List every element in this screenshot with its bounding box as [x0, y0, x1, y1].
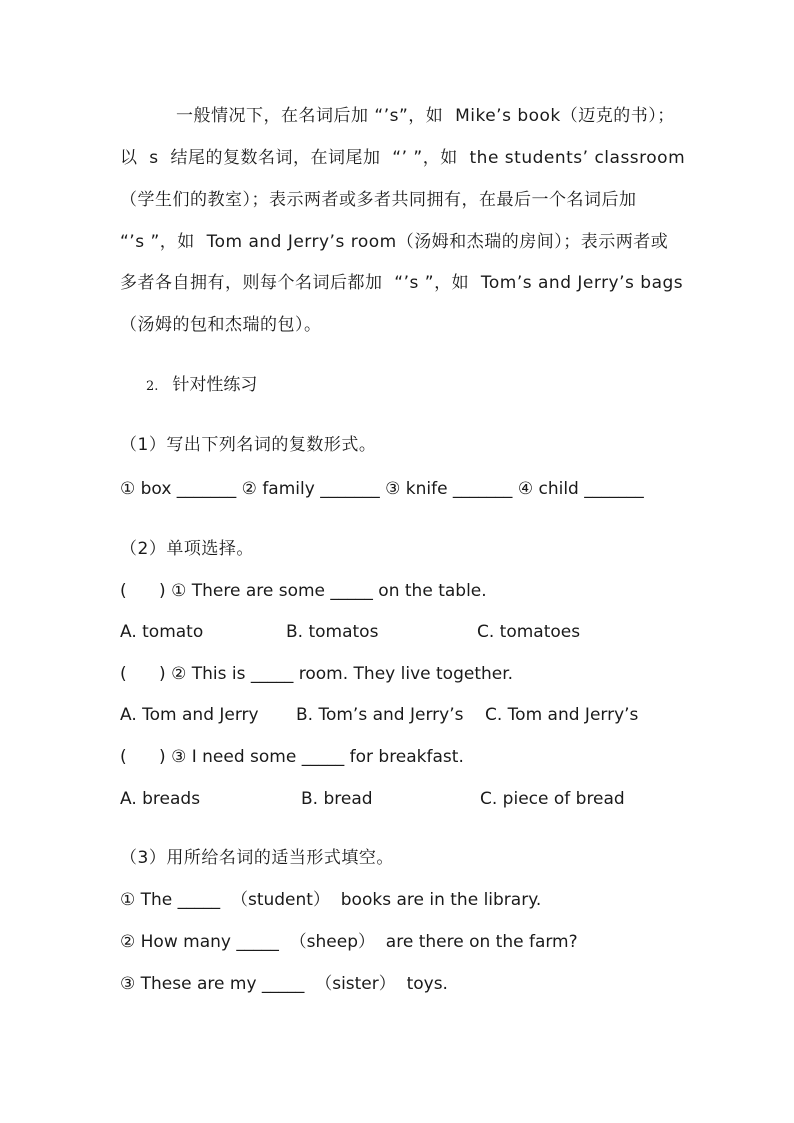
question-3-stem: ( ) ③ I need some _____ for breakfast. [120, 747, 464, 767]
intro-line-3: （学生们的教室）；表示两者或多者共同拥有，在最后一个名词后加 [120, 190, 637, 210]
question-2-option-a: A. Tom and Jerry [120, 705, 259, 725]
intro-line-4: “’s ”，如 Tom and Jerry’s room（汤姆和杰瑞的房间）；表示两者或 [120, 232, 669, 252]
question-1-option-b: B. tomatos [286, 622, 379, 642]
question-3-option-c: C. piece of bread [480, 789, 625, 809]
question-1-stem: ( ) ① There are some _____ on the table. [120, 581, 487, 601]
question-2-option-c: C. Tom and Jerry’s [485, 705, 639, 725]
intro-line-6: （汤姆的包和杰瑞的包）。 [120, 315, 322, 335]
question-2-option-b: B. Tom’s and Jerry’s [296, 705, 464, 725]
question-1-option-a: A. tomato [120, 622, 204, 642]
part1-heading: （1）写出下列名词的复数形式。 [120, 435, 377, 455]
question-3-option-a: A. breads [120, 789, 201, 809]
intro-line-5: 多者各自拥有，则每个名词后都加 “’s ”，如 Tom’s and Jerry’s bags [120, 273, 684, 293]
section-heading [146, 375, 257, 397]
question-3-option-b: B. bread [301, 789, 373, 809]
part1-items: ① box _______ ② family _______ ③ knife _______ ④ child _______ [120, 479, 644, 499]
section-number: 2. [146, 379, 159, 394]
section-title: 针对性练习 [172, 375, 258, 395]
question-2-stem: ( ) ② This is _____ room. They live together. [120, 664, 514, 684]
part3-item-3: ③ These are my _____ （sister） toys. [120, 974, 448, 994]
part3-item-2: ② How many _____ （sheep） are there on the farm? [120, 932, 578, 952]
question-1-option-c: C. tomatoes [477, 622, 581, 642]
intro-line-2: 以 s 结尾的复数名词，在词尾加 “’ ”，如 the students’ classroom [120, 148, 686, 168]
part2-heading: （2）单项选择。 [120, 539, 254, 559]
part3-heading: （3）用所给名词的适当形式填空。 [120, 848, 394, 868]
part3-item-1: ① The _____ （student） books are in the library. [120, 890, 542, 910]
intro-line-1: 一般情况下，在名词后加 “’s”，如 Mike’s book（迈克的书）； [176, 106, 675, 126]
